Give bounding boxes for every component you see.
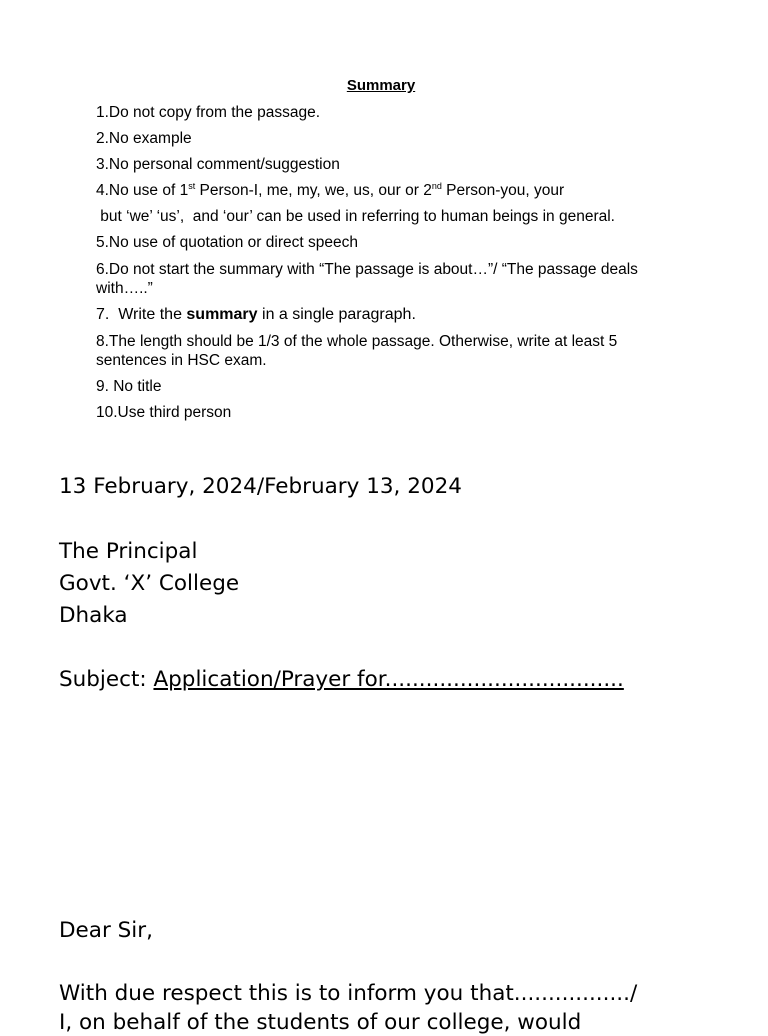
summary-rule-8: 8.The length should be 1/3 of the whole passage. Otherwise, write at least 5 sentences in HSC exam. (96, 333, 618, 369)
recipient-line-3: Dhaka (59, 603, 128, 628)
summary-rule-1: 1.Do not copy from the passage. (96, 104, 321, 121)
summary-rule-3: 3.No personal comment/suggestion (96, 156, 340, 173)
letter-date: 13 February, 2024/February 13, 2024 (59, 474, 462, 499)
rule-7-prefix: 7. Write the (96, 306, 187, 323)
recipient-line-2: Govt. ‘X’ College (59, 571, 240, 596)
recipient-line-1: The Principal (59, 539, 198, 564)
summary-rule-6: 6.Do not start the summary with “The passage is about…”/ “The passage deals with…..” (96, 261, 638, 297)
rule-4-part-3: Person-you, your (441, 182, 565, 199)
rule-4-part-2: Person-I, me, my, we, us, our or 2 (195, 182, 432, 199)
summary-rule-2: 2.No example (96, 130, 192, 147)
subject-label: Subject: (59, 667, 154, 692)
summary-rule-5: 5.No use of quotation or direct speech (96, 234, 358, 251)
letter-subject (59, 667, 624, 693)
rule-4-sup-1: st (188, 181, 196, 191)
summary-rule-9: 9. No title (96, 378, 162, 395)
letter-body-line-2: I, on behalf of the students of our college, would (59, 1010, 582, 1035)
subject-text: Application/Prayer for................................... (153, 667, 624, 692)
summary-rule-7 (96, 305, 676, 324)
letter-body-line-1: With due respect this is to inform you that................./ (59, 981, 638, 1006)
rule-7-suffix: in a single paragraph. (257, 306, 416, 323)
rule-4-part-1: 4.No use of 1 (96, 182, 189, 199)
summary-rule-4 (96, 181, 676, 200)
rule-7-bold: summary (186, 306, 258, 323)
rule-4-sup-2: nd (431, 181, 442, 191)
summary-rule-4-continuation: but ‘we’ ‘us’, and ‘our’ can be used in referring to human beings in general. (96, 208, 615, 225)
letter-salutation: Dear Sir, (59, 918, 153, 943)
summary-rule-10: 10.Use third person (96, 404, 232, 421)
summary-title: Summary (346, 77, 416, 94)
